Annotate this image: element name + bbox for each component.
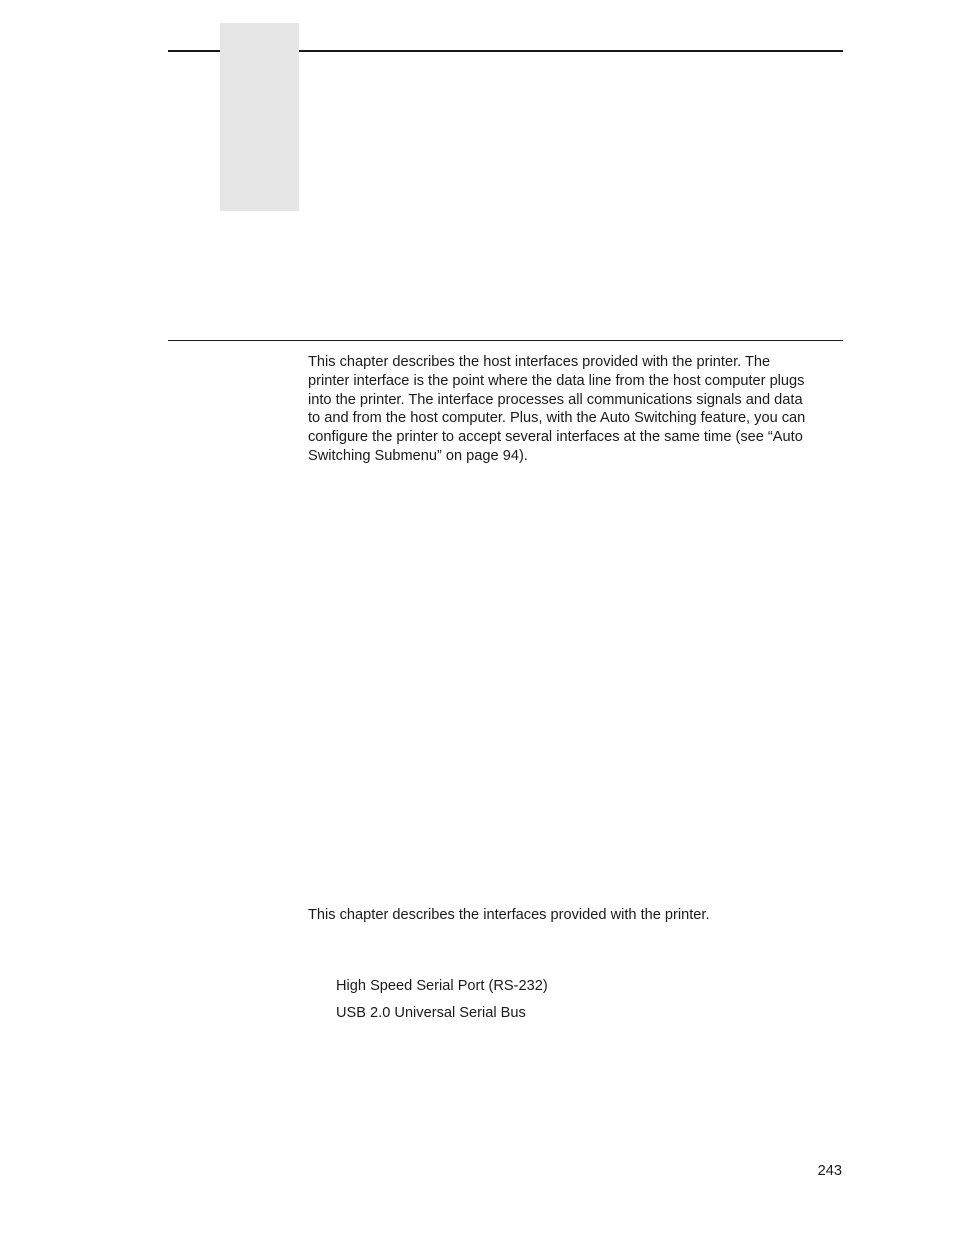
top-rule-left [168, 50, 220, 52]
section-divider [168, 340, 843, 341]
intro-line: Switching Submenu” on page 94). [308, 447, 528, 464]
interface-list-item: USB 2.0 Universal Serial Bus [336, 1005, 526, 1021]
intro-line: This chapter describes the host interfaces provided with the printer. The [308, 354, 771, 370]
interfaces-description: This chapter describes the interfaces provided with the printer. [308, 907, 710, 923]
top-rule-right [299, 50, 843, 52]
intro-line: to and from the host computer. Plus, with the Auto Switching feature, you can [308, 410, 806, 427]
intro-line: printer interface is the point where the data line from the host computer plugs [308, 372, 805, 389]
intro-paragraph [308, 353, 843, 466]
chapter-tab-block [220, 23, 299, 211]
interface-list-item: High Speed Serial Port (RS-232) [336, 978, 548, 994]
intro-line: into the printer. The interface processes all communications signals and data [308, 391, 803, 408]
page-number: 243 [817, 1163, 842, 1179]
intro-line: configure the printer to accept several interfaces at the same time (see “Auto [308, 429, 803, 446]
